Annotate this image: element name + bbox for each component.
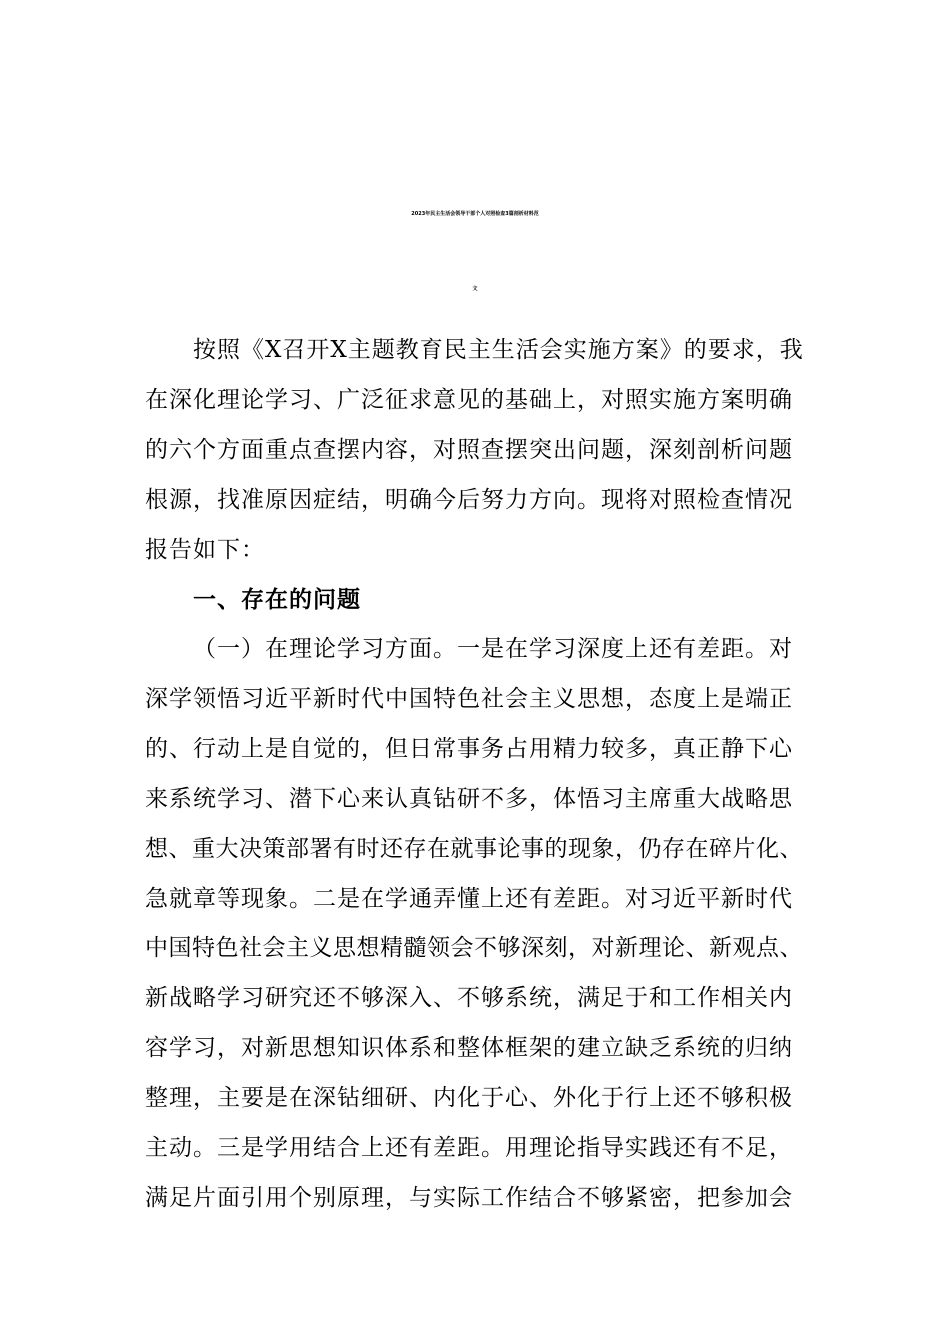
body-line: 新战略学习研究还不够深入、不够系统，满足于和工作相关内 [145,985,793,1011]
section-heading: 一、存在的问题 [193,587,361,613]
intro-line: 在深化理论学习、广泛征求意见的基础上，对照实施方案明确 [145,387,793,413]
document-title-line-1: 2023年民主生活会领导干部个人对照检查3篇剖析材料范 [411,211,539,217]
body-line: 想、重大决策部署有时还存在就事论事的现象，仍存在碎片化、 [145,836,803,862]
intro-line: 的六个方面重点查摆内容，对照查摆突出问题，深刻剖析问题 [145,437,793,463]
body-line: 的、行动上是自觉的，但日常事务占用精力较多，真正静下心 [145,736,793,762]
body-line: 来系统学习、潜下心来认真钻研不多，体悟习主席重大战略思 [145,786,793,812]
intro-line: 根源，找准原因症结，明确今后努力方向。现将对照检查情况 [145,487,793,513]
body-line: 整理，主要是在深钻细研、内化于心、外化于行上还不够积极 [145,1085,793,1111]
body-line: 满足片面引用个别原理，与实际工作结合不够紧密，把参加会 [145,1185,793,1211]
body-line: 中国特色社会主义思想精髓领会不够深刻，对新理论、新观点、 [145,935,803,961]
body-line: 主动。三是学用结合上还有差距。用理论指导实践还有不足， [145,1135,793,1161]
body-line: 容学习，对新思想知识体系和整体框架的建立缺乏系统的归纳 [145,1035,793,1061]
intro-line: 报告如下： [145,537,265,563]
document-title-line-2: 文 [472,286,478,292]
intro-line: 按照《X召开X主题教育民主生活会实施方案》的要求，我 [193,337,804,363]
body-line: （一）在理论学习方面。一是在学习深度上还有差距。对 [193,636,793,662]
body-line: 深学领悟习近平新时代中国特色社会主义思想，态度上是端正 [145,686,793,712]
body-line: 急就章等现象。二是在学通弄懂上还有差距。对习近平新时代 [145,886,793,912]
